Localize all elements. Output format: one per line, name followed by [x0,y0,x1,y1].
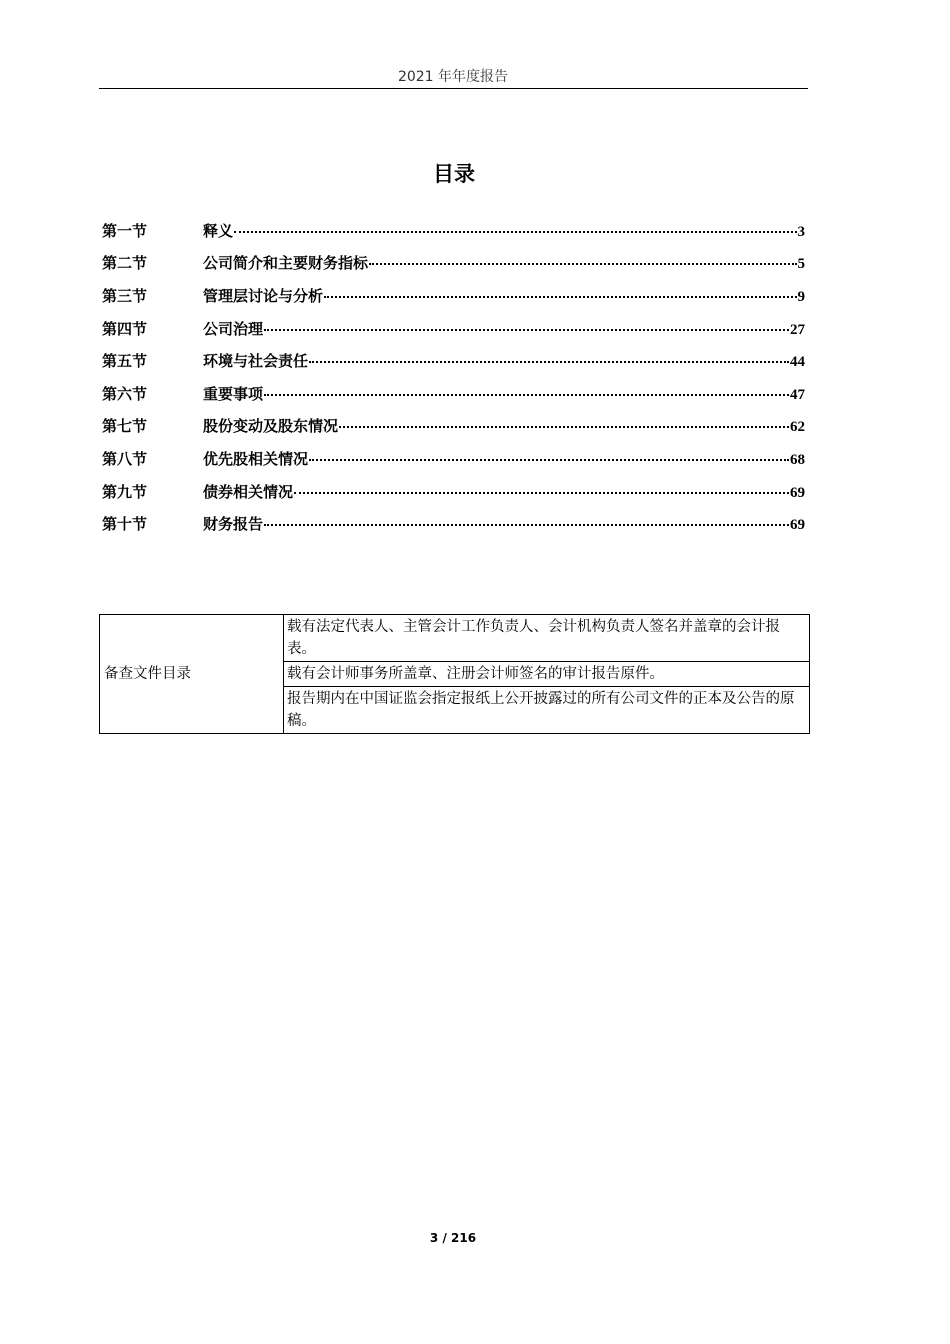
toc-title: 目录 [433,162,475,186]
toc-section-name: 释义 [203,221,234,240]
toc-section-number: 第五节 [102,352,148,371]
toc-section-number: 第八节 [102,449,148,468]
toc-page-number: 68 [790,451,805,468]
toc-page-number: 3 [797,223,805,240]
toc-section-number: 第六节 [102,384,148,403]
toc-item[interactable] [102,279,805,312]
toc-page-number: 69 [790,517,805,534]
toc-item[interactable] [102,442,805,475]
toc-item[interactable] [102,214,805,247]
toc-page-number: 44 [790,354,805,371]
toc-page-number: 47 [790,386,805,403]
toc-dot-leader [369,263,796,265]
header-divider [99,88,808,89]
toc-section-number: 第三节 [102,286,148,305]
toc-section-number: 第二节 [102,254,148,273]
toc-item[interactable] [102,377,805,410]
reference-documents-table [99,614,810,734]
toc-dot-leader [309,459,789,461]
table-row [100,615,810,662]
table-cell: 载有会计师事务所盖章、注册会计师签名的审计报告原件。 [284,662,810,687]
page-number: 3 / 216 [429,1231,477,1245]
toc-section-name: 债券相关情况 [203,482,294,501]
toc-section-name: 公司简介和主要财务指标 [203,254,369,273]
toc-section-name: 优先股相关情况 [203,449,309,468]
toc-section-name: 重要事项 [203,384,264,403]
toc-dot-leader [264,394,789,396]
toc-dot-leader [264,524,789,526]
toc-page-number: 62 [790,419,805,436]
toc-section-number: 第四节 [102,319,148,338]
toc-dot-leader [324,296,796,298]
toc-section-number: 第一节 [102,221,148,240]
table-of-contents [102,214,805,540]
reference-table-label: 备查文件目录 [100,615,284,734]
toc-item[interactable] [102,344,805,377]
toc-dot-leader [264,329,789,331]
toc-section-name: 管理层讨论与分析 [203,286,324,305]
table-cell: 报告期内在中国证监会指定报纸上公开披露过的所有公司文件的正本及公告的原稿。 [284,687,810,734]
toc-dot-leader [294,492,789,494]
toc-dot-leader [234,231,796,233]
toc-page-number: 5 [797,256,805,273]
toc-section-number: 第九节 [102,482,148,501]
toc-section-name: 环境与社会责任 [203,352,309,371]
toc-page-number: 9 [797,288,805,305]
toc-page-number: 69 [790,484,805,501]
table-cell: 载有法定代表人、主管会计工作负责人、会计机构负责人签名并盖章的会计报表。 [284,615,810,662]
toc-dot-leader [339,426,789,428]
toc-page-number: 27 [790,321,805,338]
page-header-title: 2021 年年度报告 [397,69,509,85]
toc-section-name: 公司治理 [203,319,264,338]
toc-section-name: 财务报告 [203,515,264,534]
toc-section-number: 第十节 [102,515,148,534]
toc-dot-leader [309,361,789,363]
toc-item[interactable] [102,475,805,508]
toc-item[interactable] [102,247,805,280]
toc-item[interactable] [102,410,805,443]
toc-item[interactable] [102,312,805,345]
toc-section-number: 第七节 [102,417,148,436]
toc-section-name: 股份变动及股东情况 [203,417,339,436]
toc-item[interactable] [102,507,805,540]
